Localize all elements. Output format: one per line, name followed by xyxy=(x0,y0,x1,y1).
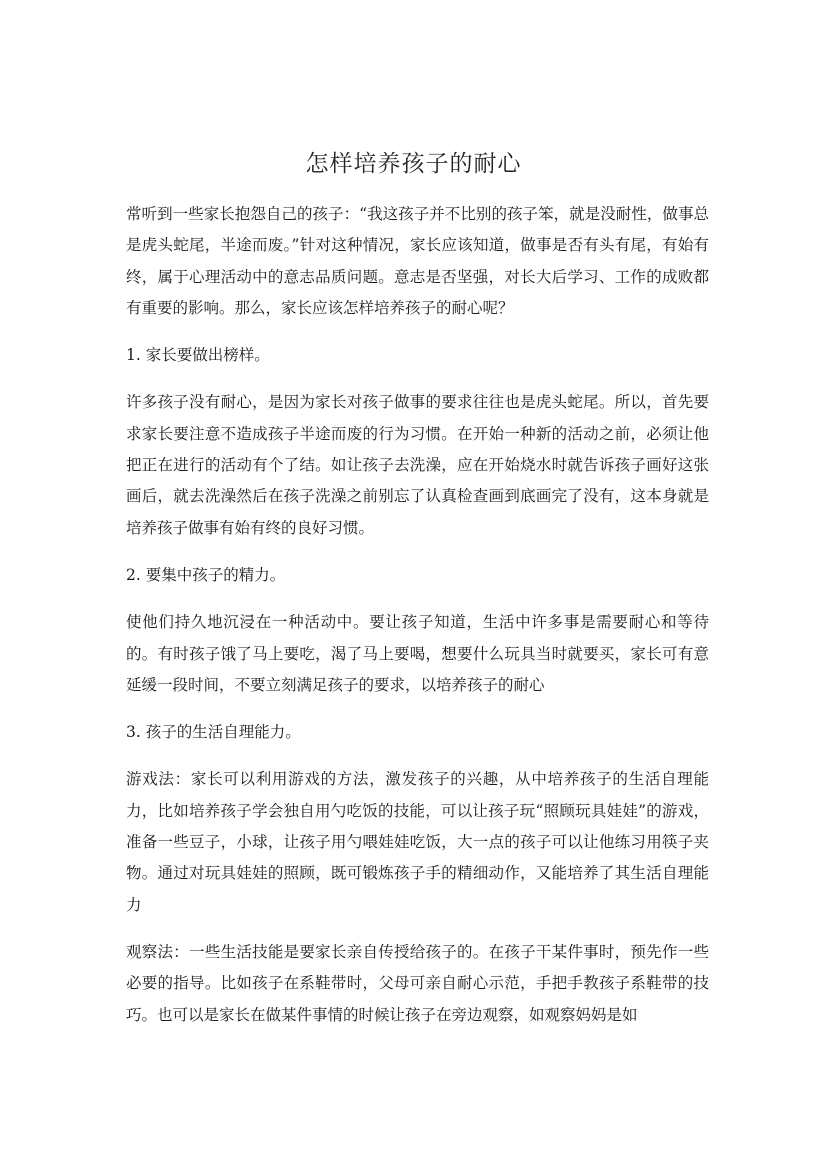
document-title: 怎样培养孩子的耐心 xyxy=(305,151,522,177)
document-body xyxy=(126,199,709,1047)
section-1-paragraph: 许多孩子没有耐心，是因为家长对孩子做事的要求往往也是虎头蛇尾。所以，首先要求家长要注意不造成孩子半途而废的行为习惯。在开始一种新的活动之前，必须让他把正在进行的活动有个了结。如让孩子去洗澡，应在开始烧水时就告诉孩子画好这张画后，就去洗澡然后在孩子洗澡之前别忘了认真检查画到底画完了没有，这本身就是培养孩子做事有始有终的良好习惯。 xyxy=(126,393,709,537)
section-heading-3: 3. 孩子的生活自理能力。 xyxy=(126,723,301,742)
intro-paragraph: 常听到一些家长抱怨自己的孩子：“我这孩子并不比别的孩子笨，就是没耐性，做事总是虎头蛇尾，半途而废。”针对这种情况，家长应该知道，做事是否有头有尾，有始有终，属于心理活动中的意志品质问题。意志是否坚强，对长大后学习、工作的成败都有重要的影响。那么，家长应该怎样培养孩子的耐心呢？ xyxy=(126,205,709,317)
section-2-paragraph: 使他们持久地沉浸在一种活动中。要让孩子知道，生活中许多事是需要耐心和等待的。有时孩子饿了马上要吃，渴了马上要喝，想要什么玩具当时就要买，家长可有意延缓一段时间，不要立刻满足孩子的要求，以培养孩子的耐心 xyxy=(126,613,709,694)
section-heading-1: 1. 家长要做出榜样。 xyxy=(126,346,270,365)
observation-method-paragraph: 观察法：一些生活技能是要家长亲自传授给孩子的。在孩子干某件事时，预先作一些必要的指导。比如孩子在系鞋带时，父母可亲自耐心示范，手把手教孩子系鞋带的技巧。也可以是家长在做某件事情的时候让孩子在旁边观察，如观察妈妈是如 xyxy=(126,942,709,1024)
section-heading-2: 2. 要集中孩子的精力。 xyxy=(126,565,286,584)
game-method-paragraph: 游戏法：家长可以利用游戏的方法，激发孩子的兴趣，从中培养孩子的生活自理能力，比如培养孩子学会独自用勺吃饭的技能，可以让孩子玩“照顾玩具娃娃”的游戏，准备一些豆子，小球，让孩子用勺喂娃娃吃饭，大一点的孩子可以让他练习用筷子夹物。通过对玩具娃娃的照顾，既可锻炼孩子手的精细动作，又能培养了其生活自理能力 xyxy=(126,770,709,914)
